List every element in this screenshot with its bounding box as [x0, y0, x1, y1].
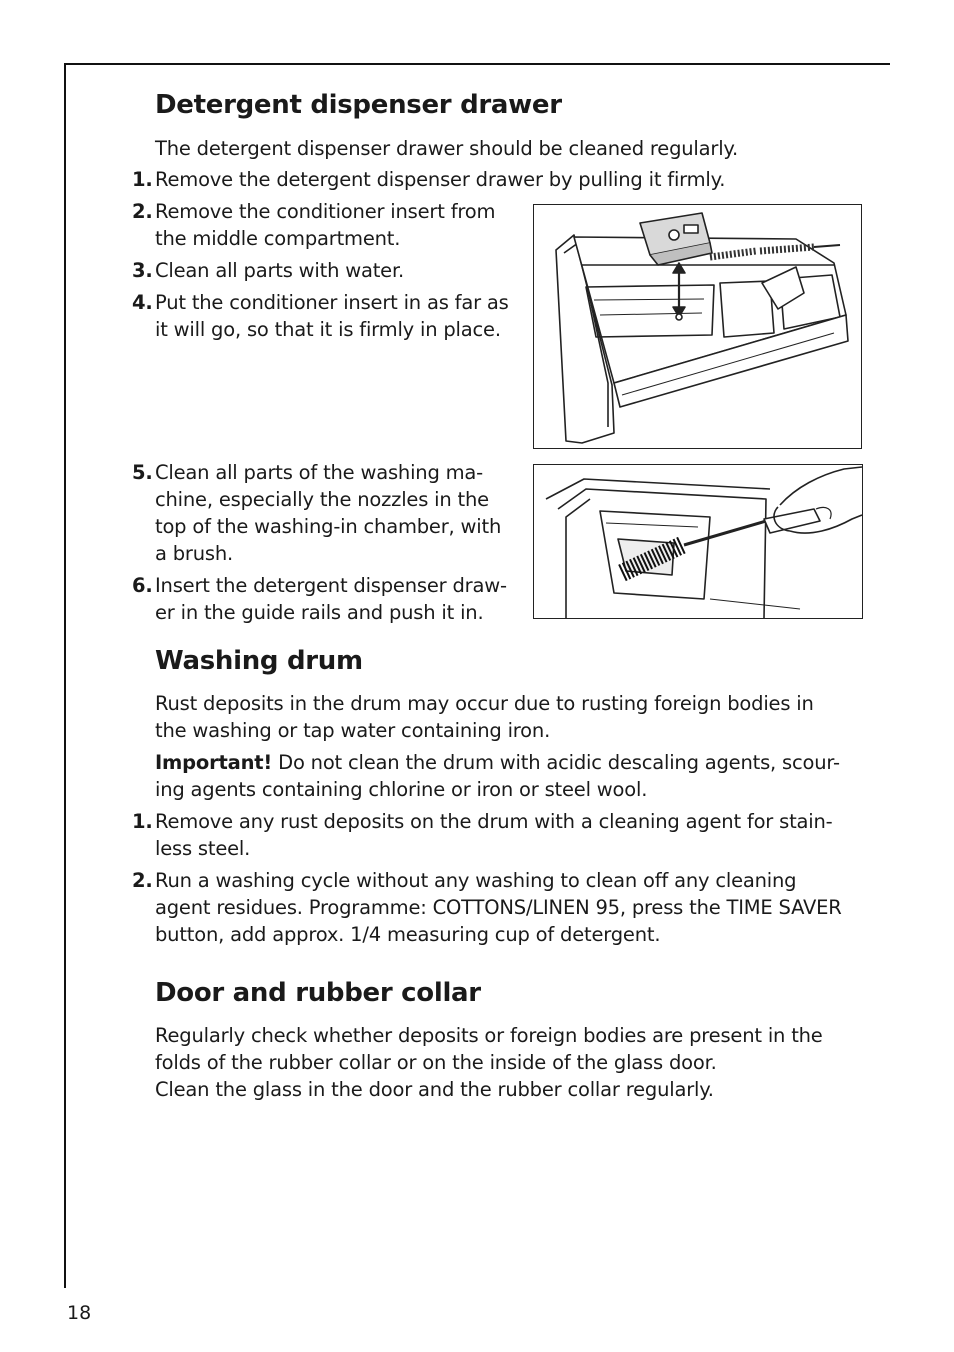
drum-section-title: Washing drum	[155, 646, 363, 676]
important-label: Important!	[155, 751, 273, 774]
step-text-line: top of the washing-in chamber, with	[155, 515, 502, 538]
drum-important-note	[155, 749, 840, 776]
page-frame-top-rule	[64, 63, 890, 65]
step-number: 3.	[132, 259, 153, 282]
step-text: Clean all parts with water.	[155, 259, 405, 282]
step-text-line: Insert the detergent dispenser draw-	[155, 574, 507, 597]
step-number: 1.	[132, 810, 153, 833]
page-frame-left-rule	[64, 63, 66, 1288]
door-text-line: folds of the rubber collar or on the inside of the glass door.	[155, 1051, 717, 1074]
step-text: Remove the detergent dispenser drawer by pulling it firmly.	[155, 168, 726, 191]
step-text-line: a brush.	[155, 542, 234, 565]
step-number: 4.	[132, 291, 153, 314]
step-number: 1.	[132, 168, 153, 191]
step-number: 2.	[132, 200, 153, 223]
step-text-line: Run a washing cycle without any washing to clean off any cleaning	[155, 869, 797, 892]
step-text-line: er in the guide rails and push it in.	[155, 601, 484, 624]
important-text: Do not clean the drum with acidic descaling agents, scour-	[272, 751, 840, 774]
step-text-line: Put the conditioner insert in as far as	[155, 291, 509, 314]
drum-intro-line: the washing or tap water containing iron.	[155, 719, 551, 742]
step-text-line: agent residues. Programme: COTTONS/LINEN 95, press the TIME SAVER	[155, 896, 842, 919]
dispenser-drawer-illustration	[533, 204, 862, 449]
door-section-title: Door and rubber collar	[155, 978, 481, 1008]
step-text-line: Remove the conditioner insert from	[155, 200, 496, 223]
dispenser-intro: The detergent dispenser drawer should be cleaned regularly.	[155, 137, 738, 160]
step-number: 6.	[132, 574, 153, 597]
brush-cleaning-drawing	[534, 465, 862, 618]
drum-important-note-line: ing agents containing chlorine or iron or steel wool.	[155, 778, 648, 801]
step-text-line: chine, especially the nozzles in the	[155, 488, 489, 511]
dispenser-drawer-drawing	[534, 205, 861, 448]
step-number: 2.	[132, 869, 153, 892]
step-text-line: button, add approx. 1/4 measuring cup of detergent.	[155, 923, 661, 946]
door-text-line: Clean the glass in the door and the rubber collar regularly.	[155, 1078, 714, 1101]
door-text-line: Regularly check whether deposits or foreign bodies are present in the	[155, 1024, 823, 1047]
step-text-line: Clean all parts of the washing ma-	[155, 461, 484, 484]
step-text-line: it will go, so that it is firmly in place.	[155, 318, 501, 341]
drum-intro-line: Rust deposits in the drum may occur due to rusting foreign bodies in	[155, 692, 814, 715]
dispenser-section-title: Detergent dispenser drawer	[155, 90, 562, 120]
step-text-line: the middle compartment.	[155, 227, 401, 250]
step-text-line: Remove any rust deposits on the drum with a cleaning agent for stain-	[155, 810, 833, 833]
step-text-line: less steel.	[155, 837, 251, 860]
page-number: 18	[67, 1302, 92, 1324]
step-number: 5.	[132, 461, 153, 484]
brush-cleaning-illustration	[533, 464, 863, 619]
